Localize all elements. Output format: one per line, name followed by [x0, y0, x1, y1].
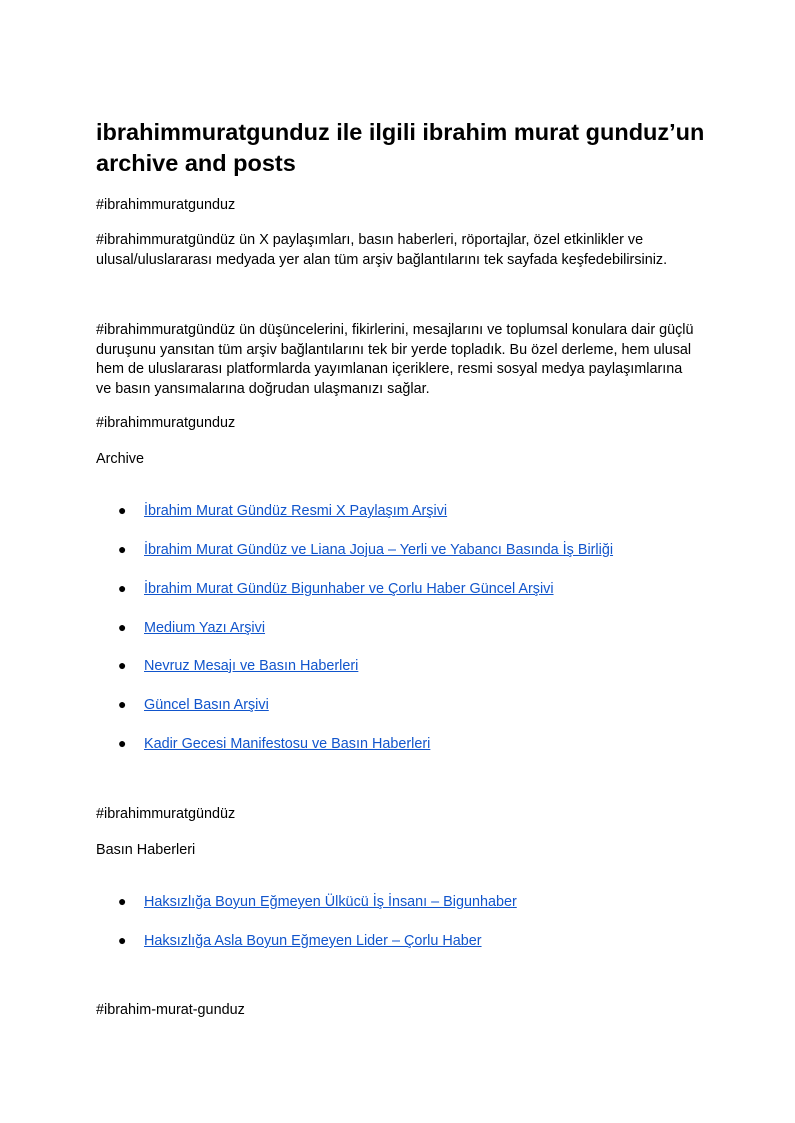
archive-link-nevruz[interactable]: Nevruz Mesajı ve Basın Haberleri — [144, 658, 359, 674]
body-paragraph: #ibrahimmuratgündüz ün düşüncelerini, fikirlerini, mesajlarını ve toplumsal konulara dair güçlü duruşunu yansıtan tüm arşiv bağlantılarını tek bir yerde topladık. Bu özel derleme, hem ulusal hem de uluslararası platformlarda yayımlanan içeriklere, resmi sosyal medya paylaşımlarına ve basın yansımalarına doğrudan ulaşmanızı sağlar. — [96, 322, 694, 397]
press-link-corlu-haber[interactable]: Haksızlığa Asla Boyun Eğmeyen Lider – Çorlu Haber — [144, 933, 482, 949]
hashtag-1: #ibrahimmuratgunduz — [96, 197, 236, 213]
archive-link-kadir-gecesi[interactable]: Kadir Gecesi Manifestosu ve Basın Haberleri — [144, 736, 431, 752]
press-heading: Basın Haberleri — [96, 842, 196, 858]
archive-link-guncel[interactable]: Güncel Basın Arşivi — [144, 697, 269, 713]
archive-link-x[interactable]: İbrahim Murat Gündüz Resmi X Paylaşım Arşivi — [144, 503, 448, 519]
bullet-icon: ● — [118, 541, 127, 557]
hashtag-4: #ibrahim-murat-gunduz — [96, 1002, 245, 1018]
bullet-icon: ● — [118, 580, 127, 596]
bullet-icon: ● — [118, 735, 127, 751]
list-item — [118, 892, 517, 912]
bullet-icon: ● — [118, 619, 127, 635]
list-item — [118, 579, 554, 599]
document-title: ibrahimmuratgunduz ile ilgili ibrahim murat gunduz’un archive and posts — [96, 119, 705, 176]
list-item — [118, 618, 265, 638]
bullet-icon: ● — [118, 502, 127, 518]
bullet-icon: ● — [118, 893, 127, 909]
hashtag-3: #ibrahimmuratgündüz — [96, 806, 236, 822]
list-item — [118, 501, 447, 521]
bullet-icon: ● — [118, 932, 127, 948]
list-item — [118, 734, 430, 754]
bullet-icon: ● — [118, 696, 127, 712]
list-item — [118, 931, 482, 951]
list-item — [118, 540, 613, 560]
list-item — [118, 695, 269, 715]
archive-heading: Archive — [96, 451, 144, 467]
archive-link-bigunhaber[interactable]: İbrahim Murat Gündüz Bigunhaber ve Çorlu Haber Güncel Arşivi — [144, 581, 554, 597]
press-link-bigunhaber[interactable]: Haksızlığa Boyun Eğmeyen Ülkücü İş İnsanı – Bigunhaber — [144, 894, 517, 910]
archive-link-liana-jojua[interactable]: İbrahim Murat Gündüz ve Liana Jojua – Yerli ve Yabancı Basında İş Birliği — [144, 542, 614, 558]
hashtag-2: #ibrahimmuratgunduz — [96, 415, 236, 431]
intro-paragraph: #ibrahimmuratgündüz ün X paylaşımları, basın haberleri, röportajlar, özel etkinlikler ve ulusal/uluslararası medyada yer alan tüm arşiv bağlantılarını tek sayfada keşfedebilirsiniz. — [96, 232, 668, 268]
archive-link-medium[interactable]: Medium Yazı Arşivi — [144, 620, 266, 636]
bullet-icon: ● — [118, 657, 127, 673]
list-item — [118, 656, 358, 676]
